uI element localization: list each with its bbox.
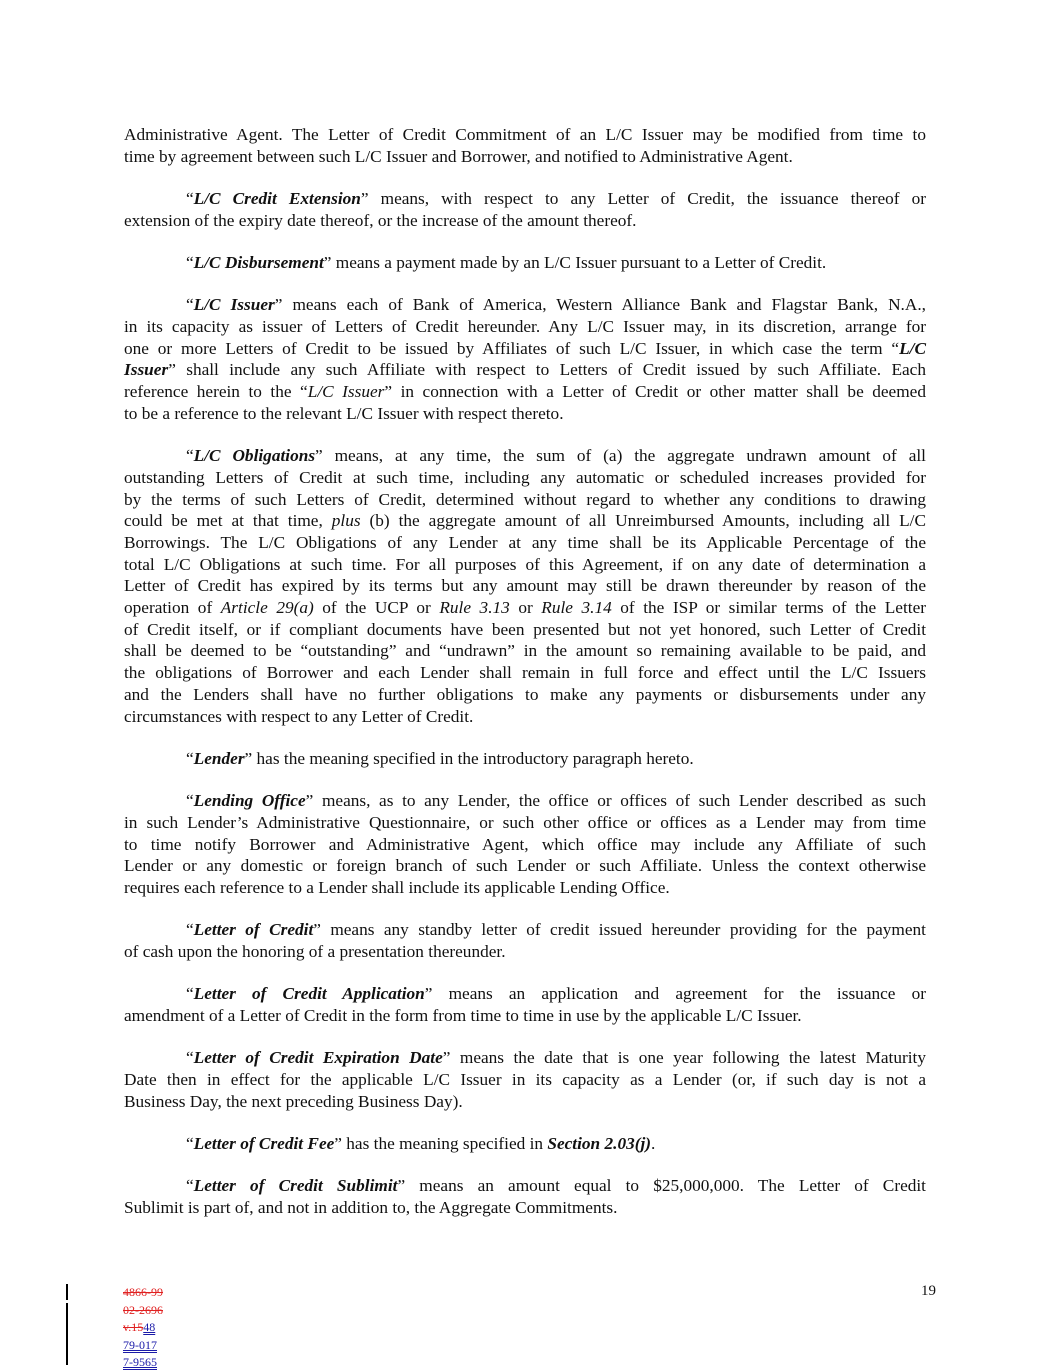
text-run: time by agreement between such L/C Issuer and Borrower, and notified to Administrative Agent. (124, 146, 793, 166)
text-run: (b) the aggregate amount of all Unreimbursed Amounts, including all L/C (360, 511, 926, 531)
text-run: operation of (124, 598, 221, 618)
text-run: “ (186, 446, 194, 466)
text-line (124, 662, 926, 684)
defined-term: Section 2.03(j) (547, 1133, 652, 1153)
text-run: amendment of a Letter of Credit in the form from time to time in use by the applicable L/C Issuer. (124, 1005, 802, 1025)
paragraph-lc-credit-extension (124, 188, 926, 231)
text-run: ” means a payment made by an L/C Issuer pursuant to a Letter of Credit. (323, 253, 827, 272)
text-run: ” means the date that is one year following the latest Maturity (442, 1048, 926, 1068)
text-run: shall be deemed to be “outstanding” and “undrawn” in the amount so remaining available to be paid, and (124, 641, 926, 661)
italic-text: Article 29(a) (220, 598, 314, 618)
text-run: in its capacity as issuer of Letters of Credit hereunder. Any L/C Issuer may, in its discretion, arrange for (124, 317, 926, 336)
paragraph-lc-disbursement (124, 252, 926, 274)
text-line (124, 619, 926, 641)
text-run: “ (186, 295, 194, 315)
text-line (124, 252, 926, 274)
text-run: Lender or any domestic or foreign branch of such Lender or such Affiliate. Unless the context otherwise (124, 856, 926, 876)
defined-term: Letter of Credit Sublimit (193, 1176, 398, 1196)
text-line (124, 338, 926, 360)
document-id-footer (123, 1284, 163, 1372)
defined-term: L/C Credit Extension (193, 189, 361, 208)
deleted-text: 4866-99 (123, 1285, 163, 1299)
italic-text: L/C Issuer (307, 382, 385, 402)
defined-term: Letter of Credit Fee (193, 1133, 335, 1153)
defined-term: Issuer (124, 360, 169, 380)
text-line (124, 1005, 926, 1027)
text-line (124, 532, 926, 554)
text-run: ” means, at any time, the sum of (a) the aggregate undrawn amount of all (315, 446, 926, 466)
change-bar (66, 1303, 68, 1365)
italic-text: plus (331, 511, 361, 531)
text-line (124, 316, 926, 338)
defined-term: Letter of Credit Application (193, 984, 425, 1004)
deleted-text: v.15 (123, 1320, 144, 1334)
doc-id-line (123, 1337, 163, 1355)
text-run: ” means an application and agreement for the issuance or (424, 984, 927, 1004)
inserted-text: 79-017 (123, 1337, 157, 1352)
text-run: Letter of Credit has expired by its terms but any amount may still be drawn thereunder by reason of the (124, 576, 926, 596)
doc-id-line (123, 1319, 163, 1337)
text-line (124, 445, 926, 467)
text-run: . (651, 1133, 656, 1153)
text-run: “ (186, 189, 194, 208)
text-run: “ (186, 920, 194, 940)
text-run: “ (186, 791, 194, 811)
text-line (124, 748, 926, 770)
text-run: the obligations of Borrower and each Lender shall remain in full force and effect until the L/C Issuers (124, 663, 926, 683)
paragraph-letter-of-credit-expiration-date (124, 1047, 926, 1112)
text-run: could be met at that time, (124, 511, 332, 531)
text-run: ” has the meaning specified in the introductory paragraph hereto. (244, 748, 694, 768)
text-line (124, 640, 926, 662)
paragraph-lending-office (124, 790, 926, 899)
text-line (124, 1069, 926, 1091)
text-run: to time notify Borrower and Administrative Agent, which office may include any Affiliate of such (124, 834, 926, 854)
text-line (124, 554, 926, 576)
inserted-text: 7-9565 (123, 1355, 157, 1369)
text-run: of Credit itself, or if compliant documents have been presented but not yet honored, such Letter of Credit (124, 619, 926, 639)
doc-id-line (123, 1284, 163, 1302)
defined-term: Letter of Credit Expiration Date (193, 1048, 443, 1068)
defined-term: L/C Disbursement (193, 253, 324, 272)
text-run: of the ISP or similar terms of the Letter (611, 598, 926, 618)
text-line (124, 294, 926, 316)
text-run: extension of the expiry date thereof, or the increase of the amount thereof. (124, 210, 637, 230)
text-line (124, 812, 926, 834)
page-number: 19 (921, 1283, 936, 1299)
paragraph-lc-obligations (124, 445, 926, 727)
paragraph-continuation (124, 124, 926, 167)
text-line (124, 510, 926, 532)
text-run: ” means any standby letter of credit issued hereunder providing for the payment (313, 920, 926, 940)
text-line (124, 575, 926, 597)
text-line (124, 706, 926, 728)
text-line (124, 210, 926, 232)
text-line (124, 941, 926, 963)
doc-id-line (123, 1302, 163, 1320)
defined-term: L/C Obligations (193, 446, 316, 466)
text-run: ” shall include any such Affiliate with respect to Letters of Credit issued by such Affiliate. Each (168, 360, 926, 380)
paragraph-lc-issuer (124, 294, 926, 424)
text-line (124, 834, 926, 856)
deleted-text: 02-2696 (123, 1302, 163, 1317)
text-run: Business Day, the next preceding Business Day). (124, 1091, 463, 1111)
defined-term: L/C (899, 338, 926, 358)
text-run: ” means, as to any Lender, the office or offices of such Lender described as such (305, 791, 927, 811)
text-run: or (509, 598, 542, 618)
text-line (124, 684, 926, 706)
text-run: “ (186, 253, 194, 272)
paragraph-letter-of-credit-sublimit (124, 1175, 926, 1218)
defined-term: Lending Office (193, 791, 306, 811)
text-line (124, 467, 926, 489)
text-run: “ (186, 1176, 194, 1196)
text-run: ” means, with respect to any Letter of Credit, the issuance thereof or (360, 189, 927, 208)
text-run: “ (186, 1048, 194, 1068)
text-line (124, 1175, 926, 1197)
text-line (124, 983, 926, 1005)
defined-term: Lender (193, 748, 245, 768)
text-run: “ (186, 748, 194, 768)
text-run: ” means each of Bank of America, Western Alliance Bank and Flagstar Bank, N.A., (274, 295, 926, 315)
text-line (124, 146, 926, 168)
text-run: one or more Letters of Credit to be issued by Affiliates of such L/C Issuer, in which case the term “ (124, 338, 900, 358)
text-line (124, 381, 926, 403)
text-run: “ (186, 984, 194, 1004)
text-line (124, 919, 926, 941)
text-line (124, 1197, 926, 1219)
change-bar (66, 1284, 68, 1300)
text-run: Sublimit is part of, and not in addition to, the Aggregate Commitments. (124, 1197, 618, 1217)
text-line (124, 1047, 926, 1069)
text-run: outstanding Letters of Credit at such time, including any automatic or scheduled increases provided for (124, 467, 926, 487)
text-run: of cash upon the honoring of a presentation thereunder. (124, 941, 506, 961)
text-line (124, 597, 926, 619)
text-run: by the terms of such Letters of Credit, determined without regard to whether any conditions to drawing (124, 489, 926, 509)
paragraph-letter-of-credit (124, 919, 926, 962)
defined-term: Letter of Credit (193, 920, 314, 940)
text-run: ” means an amount equal to $25,000,000. The Letter of Credit (397, 1176, 926, 1196)
text-run: Date then in effect for the applicable L/C Issuer in its capacity as a Lender (or, if such day is not a (124, 1069, 926, 1089)
text-line (124, 1133, 926, 1155)
paragraph-letter-of-credit-fee (124, 1133, 926, 1155)
text-run: and the Lenders shall have no further obligations to make any payments or disbursements under any (124, 684, 926, 704)
text-line (124, 1091, 926, 1113)
defined-term: L/C Issuer (193, 295, 275, 315)
text-run: total L/C Obligations at such time. For all purposes of this Agreement, if on any date of determination a (124, 554, 926, 574)
text-run: requires each reference to a Lender shall include its applicable Lending Office. (124, 877, 670, 897)
text-run: in such Lender’s Administrative Questionnaire, or such other office or offices as a Lender may from time (124, 812, 926, 832)
inserted-text: 48 (143, 1320, 156, 1334)
text-run: of the UCP or (313, 598, 440, 618)
text-line (124, 188, 926, 210)
text-line (124, 124, 926, 146)
text-line (124, 790, 926, 812)
text-line (124, 877, 926, 899)
text-line (124, 855, 926, 877)
text-line (124, 403, 926, 425)
italic-text: Rule 3.13 (439, 598, 510, 618)
document-body (124, 124, 926, 1239)
text-run: Borrowings. The L/C Obligations of any Lender at any time shall be its Applicable Percentage of the (124, 532, 926, 552)
text-run: “ (186, 1133, 194, 1153)
text-run: ” in connection with a Letter of Credit or other matter shall be deemed (384, 382, 926, 402)
text-run: Administrative Agent. The Letter of Credit Commitment of an L/C Issuer may be modified from time to (124, 125, 926, 144)
paragraph-letter-of-credit-application (124, 983, 926, 1026)
text-line (124, 489, 926, 511)
text-line (124, 359, 926, 381)
text-run: reference herein to the “ (124, 382, 308, 402)
text-run: circumstances with respect to any Letter of Credit. (124, 706, 474, 726)
italic-text: Rule 3.14 (541, 598, 612, 618)
text-run: to be a reference to the relevant L/C Issuer with respect thereto. (124, 403, 564, 423)
doc-id-line (123, 1354, 163, 1372)
text-run: ” has the meaning specified in (334, 1133, 548, 1153)
paragraph-lender (124, 748, 926, 770)
